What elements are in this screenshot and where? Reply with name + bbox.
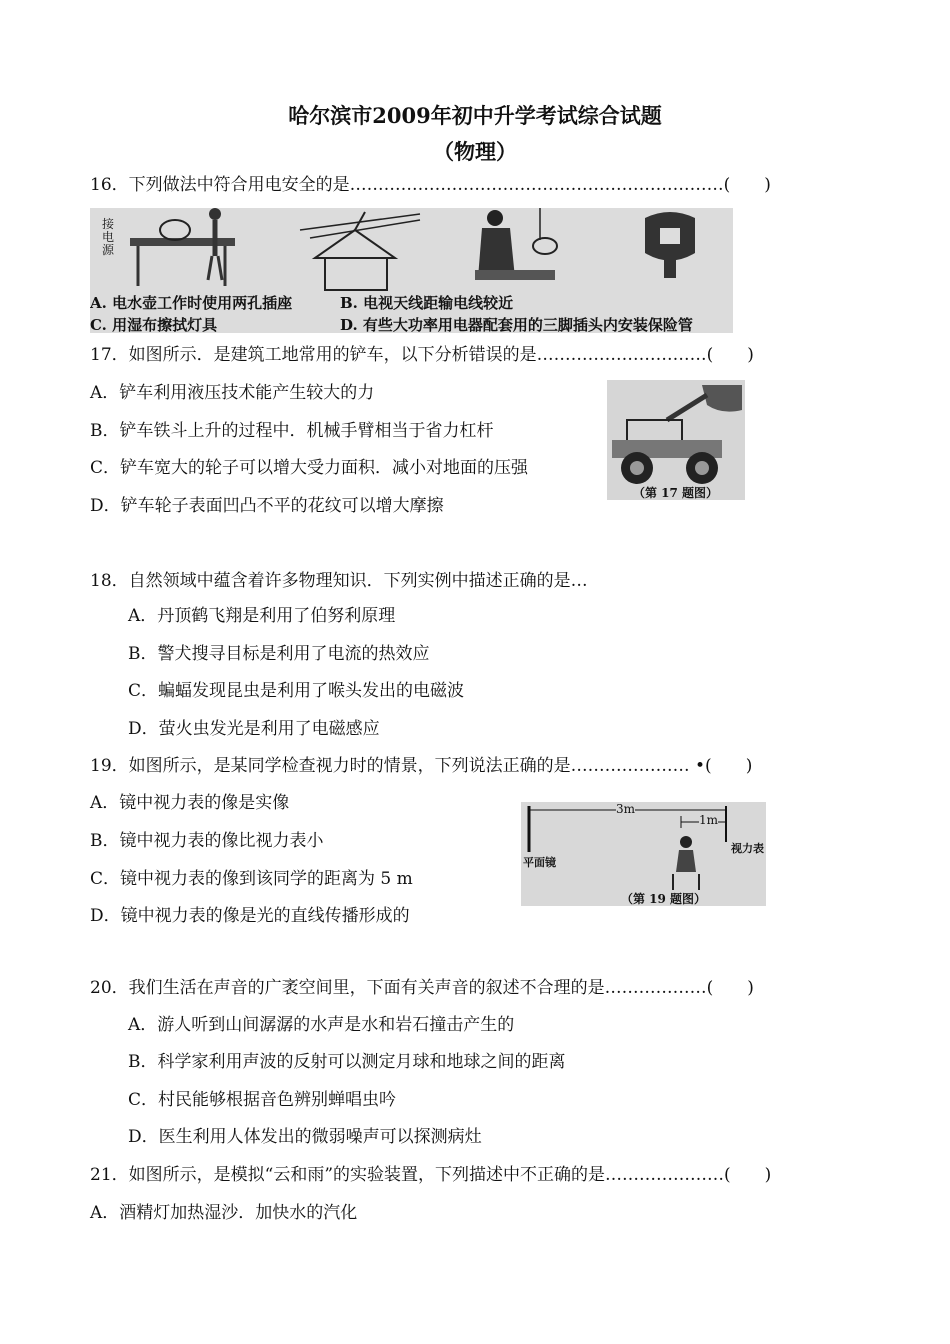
question-17-option-d: D．铲车轮子表面凹凸不平的花纹可以增大摩擦 xyxy=(90,496,444,516)
question-18-option-d: D．萤火虫发光是利用了电磁感应 xyxy=(128,719,380,739)
question-19-stem: 19．如图所示，是某同学检查视力时的情景，下列说法正确的是………………… •( ) xyxy=(90,756,753,776)
question-19-option-b: B．镜中视力表的像比视力表小 xyxy=(90,831,324,851)
question-21-option-a: A．酒精灯加热湿沙．加快水的汽化 xyxy=(90,1203,358,1223)
distance-3m-label: 3m xyxy=(616,802,636,816)
question-18-stem: 18．自然领域中蕴含着许多物理知识．下列实例中描述正确的是… xyxy=(90,571,588,591)
question-18-option-a: A．丹顶鹤飞翔是利用了伯努利原理 xyxy=(128,606,396,626)
question-16-option-b: B. 电视天线距输电线较近 xyxy=(340,294,514,312)
question-17-caption: （第 17 题图） xyxy=(633,486,719,500)
question-19-option-a: A．镜中视力表的像是实像 xyxy=(90,793,290,813)
mirror-label: 平面镜 xyxy=(523,856,556,869)
question-19-option-d: D．镜中视力表的像是光的直线传播形成的 xyxy=(90,906,410,926)
question-19-caption: （第 19 题图） xyxy=(621,892,707,906)
question-16-option-a: A. 电水壶工作时使用两孔插座 xyxy=(90,294,293,312)
power-source-label xyxy=(102,218,114,257)
question-16-option-d: D. 有些大功率用电器配套用的三脚插头内安装保险管 xyxy=(340,316,693,333)
question-20-option-d: D．医生利用人体发出的微弱噪声可以探测病灶 xyxy=(128,1127,482,1147)
question-18-option-b: B．警犬搜寻目标是利用了电流的热效应 xyxy=(128,644,430,664)
power-source-label-char: 接 xyxy=(102,217,115,231)
question-20-option-a: A．游人听到山间潺潺的水声是水和岩石撞击产生的 xyxy=(128,1015,515,1035)
question-19-figure xyxy=(521,802,766,906)
page-title: 哈尔滨市2009年初中升学考试综合试题 xyxy=(288,103,662,128)
question-17-stem: 17．如图所示．是建筑工地常用的铲车，以下分析错误的是…………………………( ) xyxy=(90,345,754,365)
power-source-label-char: 源 xyxy=(102,243,115,257)
question-20-option-b: B．科学家利用声波的反射可以测定月球和地球之间的距离 xyxy=(128,1052,566,1072)
question-18-option-c: C．蝙蝠发现昆虫是利用了喉头发出的电磁波 xyxy=(128,681,465,701)
question-16-option-c: C. 用湿布擦拭灯具 xyxy=(90,316,218,333)
eye-chart-label: 视力表 xyxy=(731,842,764,855)
question-16-stem: 16．下列做法中符合用电安全的是…………………………………………………………( ) xyxy=(90,175,771,195)
loader-truck-illustration xyxy=(607,380,745,500)
question-17-option-c: C．铲车宽大的轮子可以增大受力面积．减小对地面的压强 xyxy=(90,458,529,478)
question-20-option-c: C．村民能够根据音色辨别蝉唱虫吟 xyxy=(128,1090,397,1110)
question-16-figure xyxy=(90,208,733,333)
question-17-option-a: A．铲车利用液压技术能产生较大的力 xyxy=(90,383,375,403)
page-subtitle: （物理） xyxy=(433,139,517,164)
distance-1m-label: 1m xyxy=(699,813,719,827)
question-19-option-c: C．镜中视力表的像到该同学的距离为 5 m xyxy=(90,869,413,889)
question-21-stem: 21．如图所示，是模拟“云和雨”的实验装置，下列描述中不正确的是…………………( ) xyxy=(90,1165,772,1185)
power-source-label-char: 电 xyxy=(102,230,115,244)
question-20-stem: 20．我们生活在声音的广袤空间里，下面有关声音的叙述不合理的是………………( ) xyxy=(90,978,754,998)
question-17-figure xyxy=(607,380,745,500)
question-17-option-b: B．铲车铁斗上升的过程中．机械手臂相当于省力杠杆 xyxy=(90,421,494,441)
